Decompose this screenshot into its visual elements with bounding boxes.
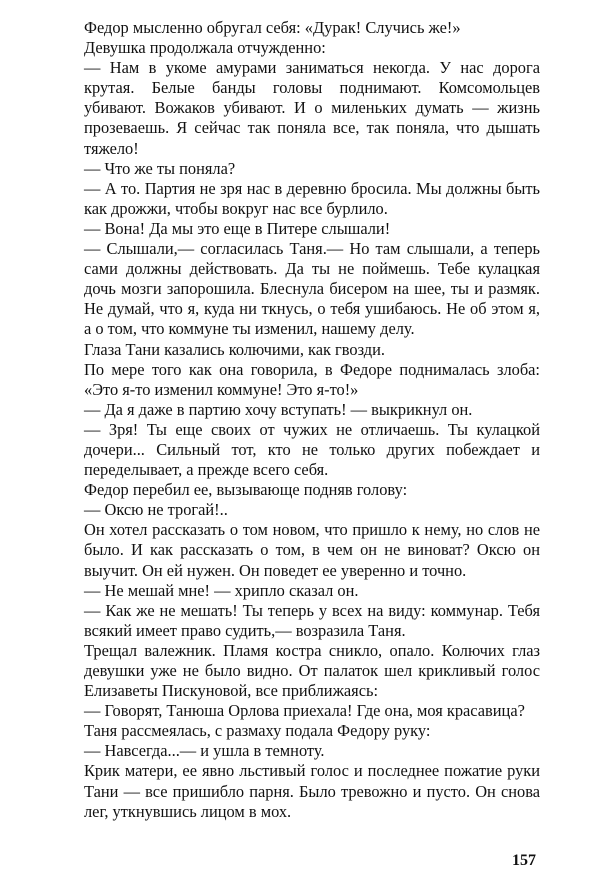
paragraph: Трещал валежник. Пламя костра сникло, опало. Колючих глаз девушки уже не было видно. От палаток шел крикливый голос Елизаветы Пискуновой, все приближаясь: bbox=[84, 640, 540, 701]
paragraph: — Как же не мешать! Ты теперь у всех на виду: коммунар. Тебя всякий имеет право судить,— возразила Таня. bbox=[84, 600, 540, 640]
paragraph: — Слышали,— согласилась Таня.— Но там слышали, а теперь сами должны действовать. Да ты не поймешь. Тебе кулацкая дочь мозги запорошила. Блеснула бисером на шее, ты и размяк. Не думай, что я, куда ни ткнусь, о тебя ушибаюсь. Не об этом я, а о том, что коммуне ты изменил, нашему делу. bbox=[84, 239, 540, 339]
paragraph: — Да я даже в партию хочу вступать! — выкрикнул он. bbox=[84, 399, 473, 419]
paragraph: — Зря! Ты еще своих от чужих не отличаешь. Ты кулацкой дочери... Сильный тот, кто не только других побеждает и переделывает, а прежде всего себя. bbox=[84, 419, 540, 480]
paragraph: Он хотел рассказать о том новом, что пришло к нему, но слов не было. И как рассказать о том, в чем он не виноват? Оксю он выучит. Он ей нужен. Он поведет ее уверенно и точно. bbox=[84, 520, 540, 580]
paragraph: Таня рассмеялась, с размаху подала Федору руку: bbox=[84, 721, 431, 741]
paragraph: — Не мешай мне! — хрипло сказал он. bbox=[84, 580, 359, 600]
paragraph: — Навсегда...— и ушла в темноту. bbox=[84, 741, 325, 761]
paragraph: По мере того как она говорила, в Федоре поднималась злоба: «Это я-то изменил коммуне! Это я-то!» bbox=[84, 359, 540, 399]
paragraph: Девушка продолжала отчужденно: bbox=[84, 38, 326, 58]
paragraph: — А то. Партия не зря нас в деревню бросила. Мы должны быть как дрожжи, чтобы вокруг нас все бурлило. bbox=[84, 178, 540, 218]
paragraph: — Вона! Да мы это еще в Питере слышали! bbox=[84, 218, 391, 238]
paragraph: Федор мысленно обругал себя: «Дурак! Случись же!» bbox=[84, 18, 461, 37]
paragraph: — Говорят, Танюша Орлова приехала! Где она, моя красавица? bbox=[84, 701, 525, 721]
page-number: 157 bbox=[512, 852, 536, 869]
paragraph: Федор перебил ее, вызывающе подняв голову: bbox=[84, 480, 408, 500]
page-text bbox=[84, 18, 540, 822]
paragraph: — Оксю не трогай!.. bbox=[84, 500, 228, 520]
paragraph: Глаза Тани казались колючими, как гвозди. bbox=[84, 339, 385, 359]
paragraph: — Нам в укоме амурами заниматься некогда. У нас дорога крутая. Белые банды головы поднимают. Комсомольцев убивают. Вожаков убивают. И о миленьких думать — жизнь прозеваешь. Я сейчас так поняла все, так поняла, что дышать тяжело! bbox=[84, 58, 540, 158]
paragraph: — Что же ты поняла? bbox=[84, 158, 236, 178]
paragraph: Крик матери, ее явно льстивый голос и последнее пожатие руки Тани — все пришибло парня. Было тревожно и пусто. Он снова лег, уткнувшись лицом в мох. bbox=[84, 761, 540, 821]
